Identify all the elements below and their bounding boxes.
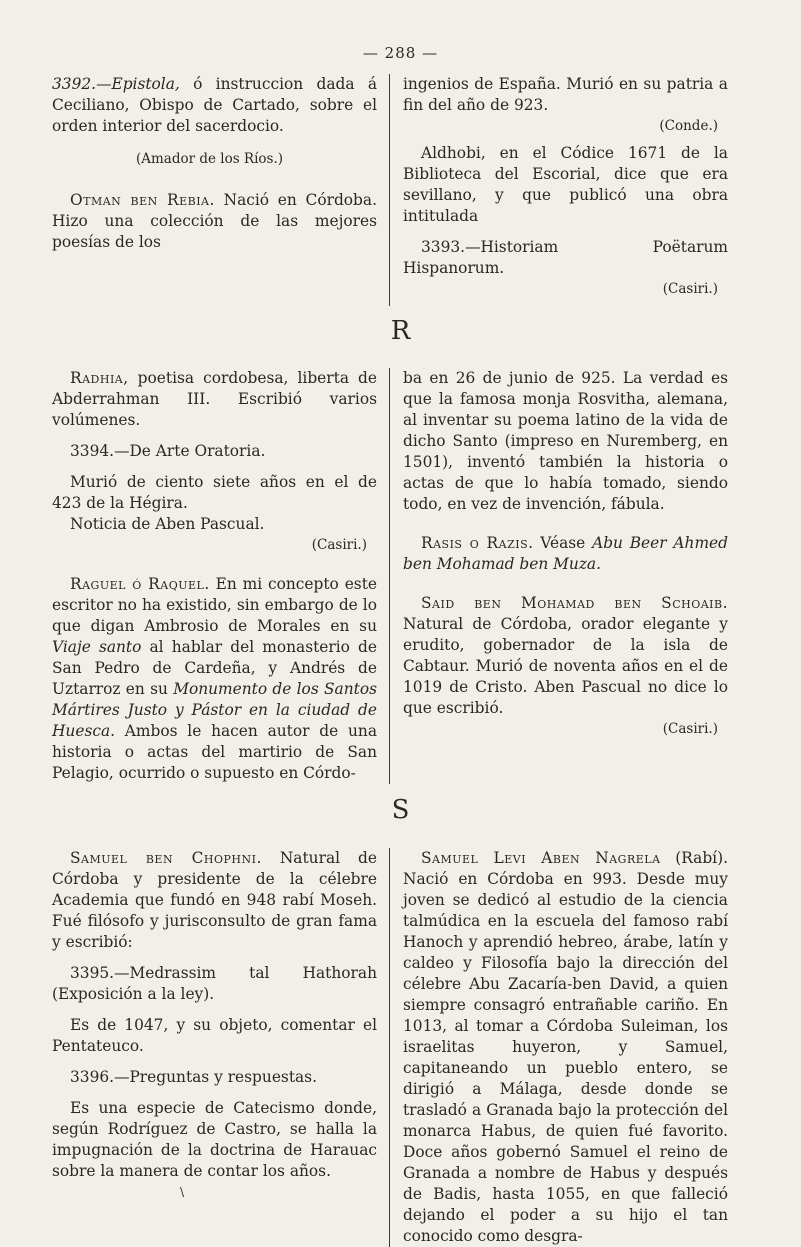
- entry-3394-text: Murió de ciento siete años en el de 423 de la Hégira.: [52, 473, 377, 512]
- entry-3393: 3393.—Historiam Poëtarum Hispanorum.: [403, 238, 728, 277]
- column-right: [390, 848, 728, 1247]
- column-left: [52, 368, 390, 784]
- source-3394: (Casiri.): [311, 537, 367, 553]
- source-3393: (Casiri.): [662, 281, 718, 297]
- entry-aldhobi: Aldhobi, en el Códice 1671 de la Biblioteca del Escorial, dice que era sevillano, y que publicó una obra intitulada: [403, 144, 728, 225]
- otman-continuation: ingenios de España. Murió en su patria a fin del año de 923.: [403, 75, 728, 114]
- entry-3392: 3392.—Epistola, ó instruccion dada á Ceciliano, Obispo de Cartado, sobre el orden interior del sacerdocio.: [52, 75, 377, 135]
- entry-samuel-levi: Samuel Levi Aben Nagrela (Rabí). Nació en Córdoba en 993. Desde muy joven se dedicó al estudio de la ciencia talmúdica en la escuela del famoso rabí Hanoch y aprendió hebreo, árabe, latín y caldeo y Filosofía bajo la dirección del célebre Abu Zacaría-ben David, a quien siempre consagró entrañable cariño. En 1013, al tomar a Córdoba Suleiman, los israelitas huyeron, y Samuel, capitaneando un pueblo entero, se dirigió a Málaga, desde donde se trasladó a Granada bajo la protección del monarca Habus, de quien fué favorito. Doce años gobernó Samuel el reino de Granada a nombre de Habus y después de Badis, hasta 1055, en que falleció dejando el poder a su hijo el tan conocido como desgra-: [403, 849, 728, 1245]
- entry-said: Said ben Mohamad ben Schoaib. Natural de Córdoba, orador elegante y erudito, gobernador de la isla de Cabtaur. Murió de noventa años en el de 1019 de Cristo. Aben Pascual no dice lo que escribió.: [403, 594, 728, 717]
- column-right: [390, 74, 728, 306]
- entry-3394-note: Noticia de Aben Pascual.: [70, 515, 265, 533]
- section-s: [52, 848, 752, 1247]
- raguel-continuation: ba en 26 de junio de 925. La verdad es que la famosa monja Rosvitha, alemana, al inventar su poema latino de la vida de dicho Santo (impreso en Nuremberg, en 1501), inventó también la historia o actas de que lo había tomado, siendo todo, en vez de invención, fábula.: [403, 369, 728, 513]
- entry-radhia: Radhia, poetisa cordobesa, liberta de Abderrahman III. Escribió varios volúmenes.: [52, 369, 377, 429]
- entry-3396: 3396.—Preguntas y respuestas.: [70, 1068, 317, 1086]
- entry-3395: 3395.—Medrassim tal Hathorah (Exposición a la ley).: [52, 964, 377, 1003]
- source-said: (Casiri.): [662, 721, 718, 737]
- source-conde: (Conde.): [659, 118, 718, 134]
- entry-otman: Otman ben Rebia. Nació en Córdoba. Hizo una colección de las mejores poesías de los: [52, 191, 377, 251]
- source-3392: (Amador de los Ríos.): [135, 151, 284, 167]
- entry-3394: 3394.—De Arte Oratoria.: [70, 442, 266, 460]
- entry-3395-text: Es de 1047, y su objeto, comentar el Pentateuco.: [52, 1016, 377, 1055]
- stray-mark: \: [180, 1185, 185, 1199]
- section-letter-s: S: [391, 795, 410, 825]
- section-letter-r: R: [390, 316, 411, 346]
- entry-rasis: Rasis o Razis. Véase Abu Beer Ahmed ben Mohamad ben Muza.: [403, 534, 728, 573]
- page-number: — 288 —: [362, 44, 439, 62]
- section-r: [52, 368, 752, 784]
- entry-raguel: Raguel ó Raquel. En mi concepto este escritor no ha existido, sin embargo de lo que digan Ambrosio de Morales en su Viaje santo al hablar del monasterio de San Pedro de Cardeña, y Andrés de Uztarroz en su Monumento de los Santos Mártires Justo y Pástor en la ciudad de Huesca. Ambos le hacen autor de una historia o actas del martirio de San Pelagio, ocurrido o supuesto en Córdo-: [52, 575, 378, 782]
- column-left: [52, 848, 390, 1247]
- column-right: [390, 368, 728, 784]
- section-top: [52, 74, 752, 306]
- column-left: [52, 74, 390, 306]
- entry-3396-text: Es una especie de Catecismo donde, según Rodríguez de Castro, se halla la impugnación de la doctrina de Harauac sobre la manera de contar los años.: [52, 1099, 377, 1180]
- entry-samuel-chophni: Samuel ben Chophni. Natural de Córdoba y presidente de la célebre Academia que fundó en 948 rabí Moseh. Fué filósofo y jurisconsulto de gran fama y escribió:: [52, 849, 377, 951]
